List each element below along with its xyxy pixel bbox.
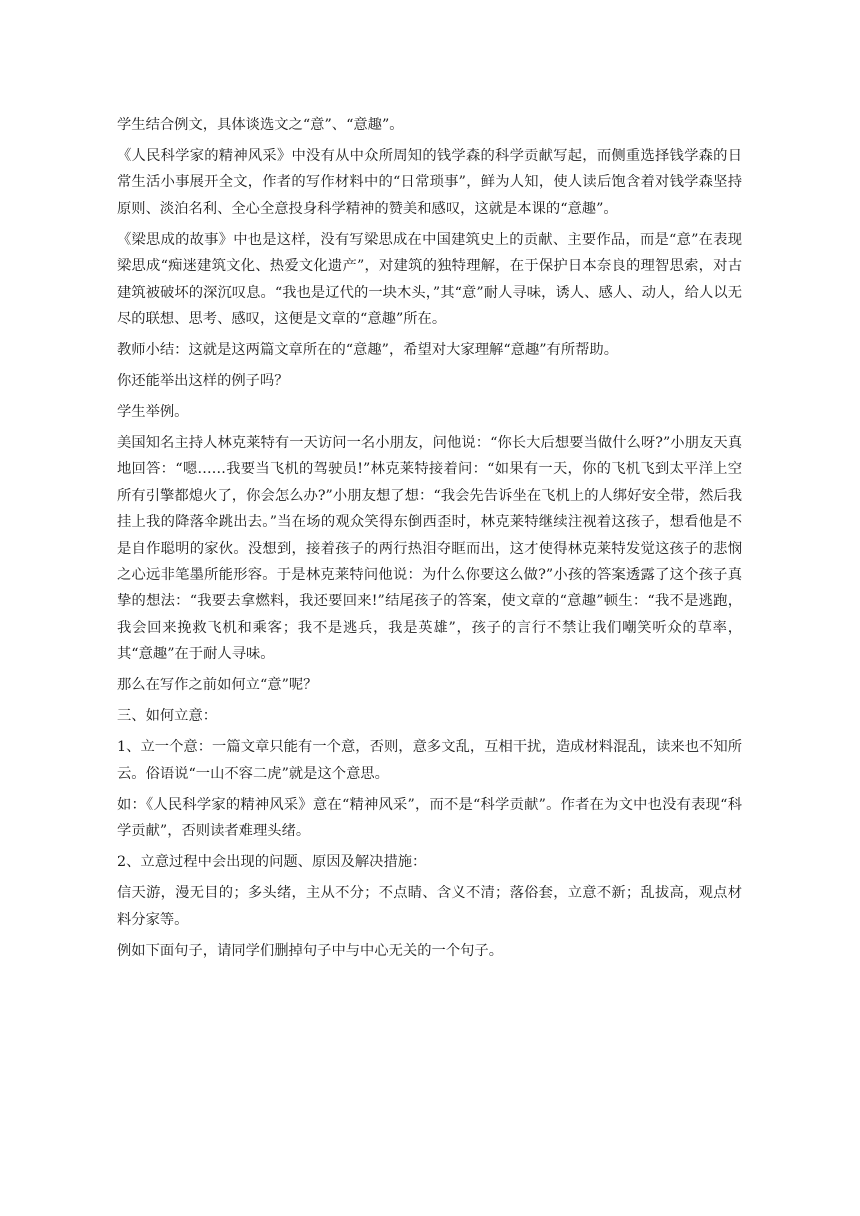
paragraph: 例如下面句子，请同学们删掉句子中与中心无关的一个句子。: [117, 942, 504, 959]
paragraph: 教师小结：这就是这两篇文章所在的“意趣”，希望对大家理解“意趣”有所帮助。: [117, 342, 619, 359]
paragraph: 《人民科学家的精神风采》中没有从中众所周知的钱学森的科学贡献写起，而侧重选择钱学森的日常生活小事展开全文，作者的写作材料中的“日常琐事”，鲜为人知，使人读后饱含着对钱学森坚持原则、淡泊名利、全心全意投身科学精神的赞美和感叹，这就是本课的“意趣”。: [117, 148, 742, 217]
paragraph: 《梁思成的故事》中也是这样，没有写梁思成在中国建筑史上的贡献、主要作品，而是“意”在表现梁思成“痴迷建筑文化、热爱文化遗产”，对建筑的独特理解，在于保护日本奈良的理智思索，对古建筑被破坏的深沉叹息。“我也是辽代的一块木头，”其“意”耐人寻味，诱人、感人、动人，给人以无尽的联想、思考、感叹，这便是文章的“意趣”所在。: [117, 231, 742, 328]
paragraph: 1、立一个意：一篇文章只能有一个意，否则，意多文乱，互相干扰，造成材料混乱，读来也不知所云。俗语说“一山不容二虎”就是这个意思。: [117, 739, 742, 782]
paragraph: 信天游，漫无目的；多头绪，主从不分；不点睛、含义不清；落俗套，立意不新；乱拔高，观点材料分家等。: [117, 885, 742, 928]
paragraph: 学生结合例文，具体谈选文之“意”、“意趣”。: [117, 117, 404, 133]
paragraph: 2、立意过程中会出现的问题、原因及解决措施：: [117, 854, 427, 871]
paragraph: 你还能举出这样的例子吗？: [117, 373, 289, 390]
paragraph: 如：《人民科学家的精神风采》意在“精神风采”，而不是“科学贡献”。作者在为文中也没有表现“科学贡献”，否则读者难理头绪。: [117, 796, 742, 840]
section-heading: 三、如何立意：: [117, 708, 218, 725]
paragraph: 美国知名主持人林克莱特有一天访问一名小朋友，问他说：“你长大后想要当做什么呀?”小朋友天真地回答：“嗯……我要当飞机的驾驶员!”林克莱特接着问：“如果有一天，你的飞机飞到太平洋上空所有引擎都熄火了，你会怎么办?”小朋友想了想：“我会先告诉坐在飞机上的人绑好安全带，然后我挂上我的降落伞跳出去。”当在场的观众笑得东倒西歪时，林克莱特继续注视着这孩子，想看他是不是自作聪明的家伙。没想到，接着孩子的两行热泪夺眶而出，这才使得林克莱特发觉这孩子的悲悯之心远非笔墨所能形容。于是林克莱特问他说：为什么你要这么做?”小孩的答案透露了这个孩子真挚的想法：“我要去拿燃料，我还要回来!”结尾孩子的答案，使文章的“意趣”顿生：“我不是逃跑，我会回来挽救飞机和乘客；我不是逃兵，我是英雄”，孩子的言行不禁让我们嘲笑听众的草率，其“意趣”在于耐人寻味。: [117, 435, 742, 663]
paragraph: 学生举例。: [117, 404, 189, 421]
document-body: [117, 112, 742, 969]
paragraph: 那么在写作之前如何立“意”呢？: [117, 677, 318, 694]
